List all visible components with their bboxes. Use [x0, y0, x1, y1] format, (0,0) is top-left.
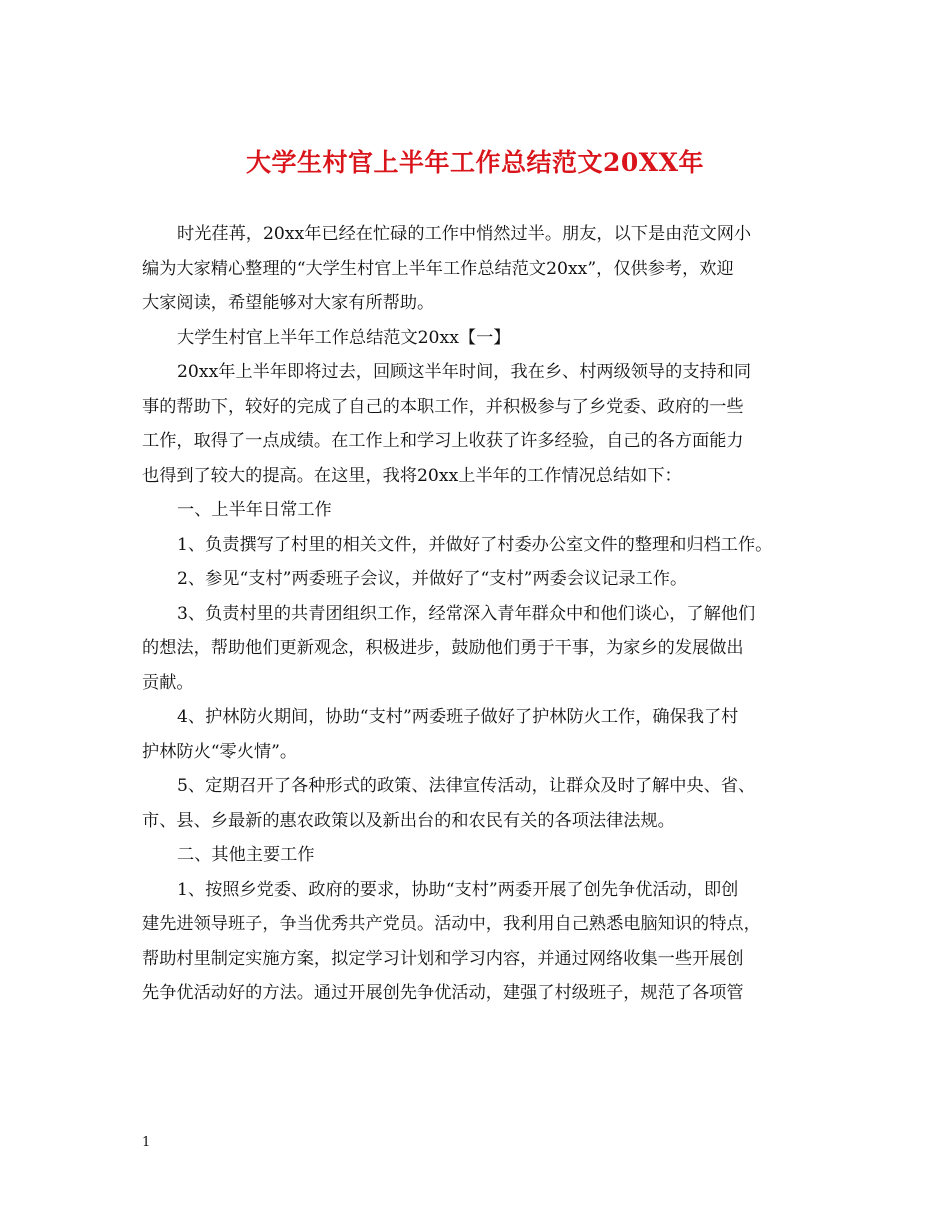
body-line: 帮助村里制定实施方案，拟定学习计划和学习内容，并通过网络收集一些开展创 [142, 948, 744, 969]
body-line: 也得到了较大的提高。在这里，我将20xx上半年的工作情况总结如下： [142, 465, 682, 486]
document-body [142, 217, 812, 1011]
page-number: 1 [142, 1135, 151, 1150]
body-line: 一、上半年日常工作 [177, 500, 332, 520]
body-line: 工作，取得了一点成绩。在工作上和学习上收获了许多经验，自己的各方面能力 [142, 431, 744, 451]
body-line: 4、护林防火期间，协助“支村”两委班子做好了护林防火工作，确保我了村 [177, 707, 739, 727]
body-line: 1、按照乡党委、政府的要求，协助“支村”两委开展了创先争优活动，即创 [177, 879, 739, 900]
body-line: 先争优活动好的方法。通过开展创先争优活动，建强了村级班子，规范了各项管 [142, 983, 744, 1003]
body-line: 市、县、乡最新的惠农政策以及新出台的和农民有关的各项法律法规。 [142, 810, 675, 831]
body-line: 20xx年上半年即将过去，回顾这半年时间，我在乡、村两级领导的支持和同 [177, 362, 752, 382]
body-line: 5、定期召开了各种形式的政策、法律宣传活动，让群众及时了解中央、省、 [177, 776, 756, 796]
document-title: 大学生村官上半年工作总结范文20XX年 [245, 148, 705, 177]
body-line: 时光荏苒，20xx年已经在忙碌的工作中悄然过半。朋友，以下是由范文网小 [177, 224, 752, 244]
body-line: 3、负责村里的共青团组织工作，经常深入青年群众中和他们谈心，了解他们 [177, 603, 756, 624]
body-line: 二、其他主要工作 [177, 845, 315, 865]
body-line: 的想法，帮助他们更新观念，积极进步，鼓励他们勇于干事，为家乡的发展做出 [142, 638, 744, 658]
body-line: 编为大家精心整理的“大学生村官上半年工作总结范文20xx”，仅供参考，欢迎 [142, 258, 734, 279]
body-line: 护林防火“零火情”。 [142, 741, 298, 762]
body-line: 事的帮助下，较好的完成了自己的本职工作，并积极参与了乡党委、政府的一些 [142, 396, 744, 417]
body-line: 2、参见“支村”两委班子会议，并做好了“支村”两委会议记录工作。 [177, 569, 688, 589]
body-line: 1、负责撰写了村里的相关文件，并做好了村委办公室文件的整理和归档工作。 [177, 534, 773, 555]
body-line: 建先进领导班子，争当优秀共产党员。活动中，我利用自己熟悉电脑知识的特点， [142, 914, 761, 934]
body-line: 大学生村官上半年工作总结范文20xx【一】 [177, 327, 511, 348]
body-line: 大家阅读，希望能够对大家有所帮助。 [142, 293, 435, 313]
body-line: 贡献。 [142, 672, 194, 693]
